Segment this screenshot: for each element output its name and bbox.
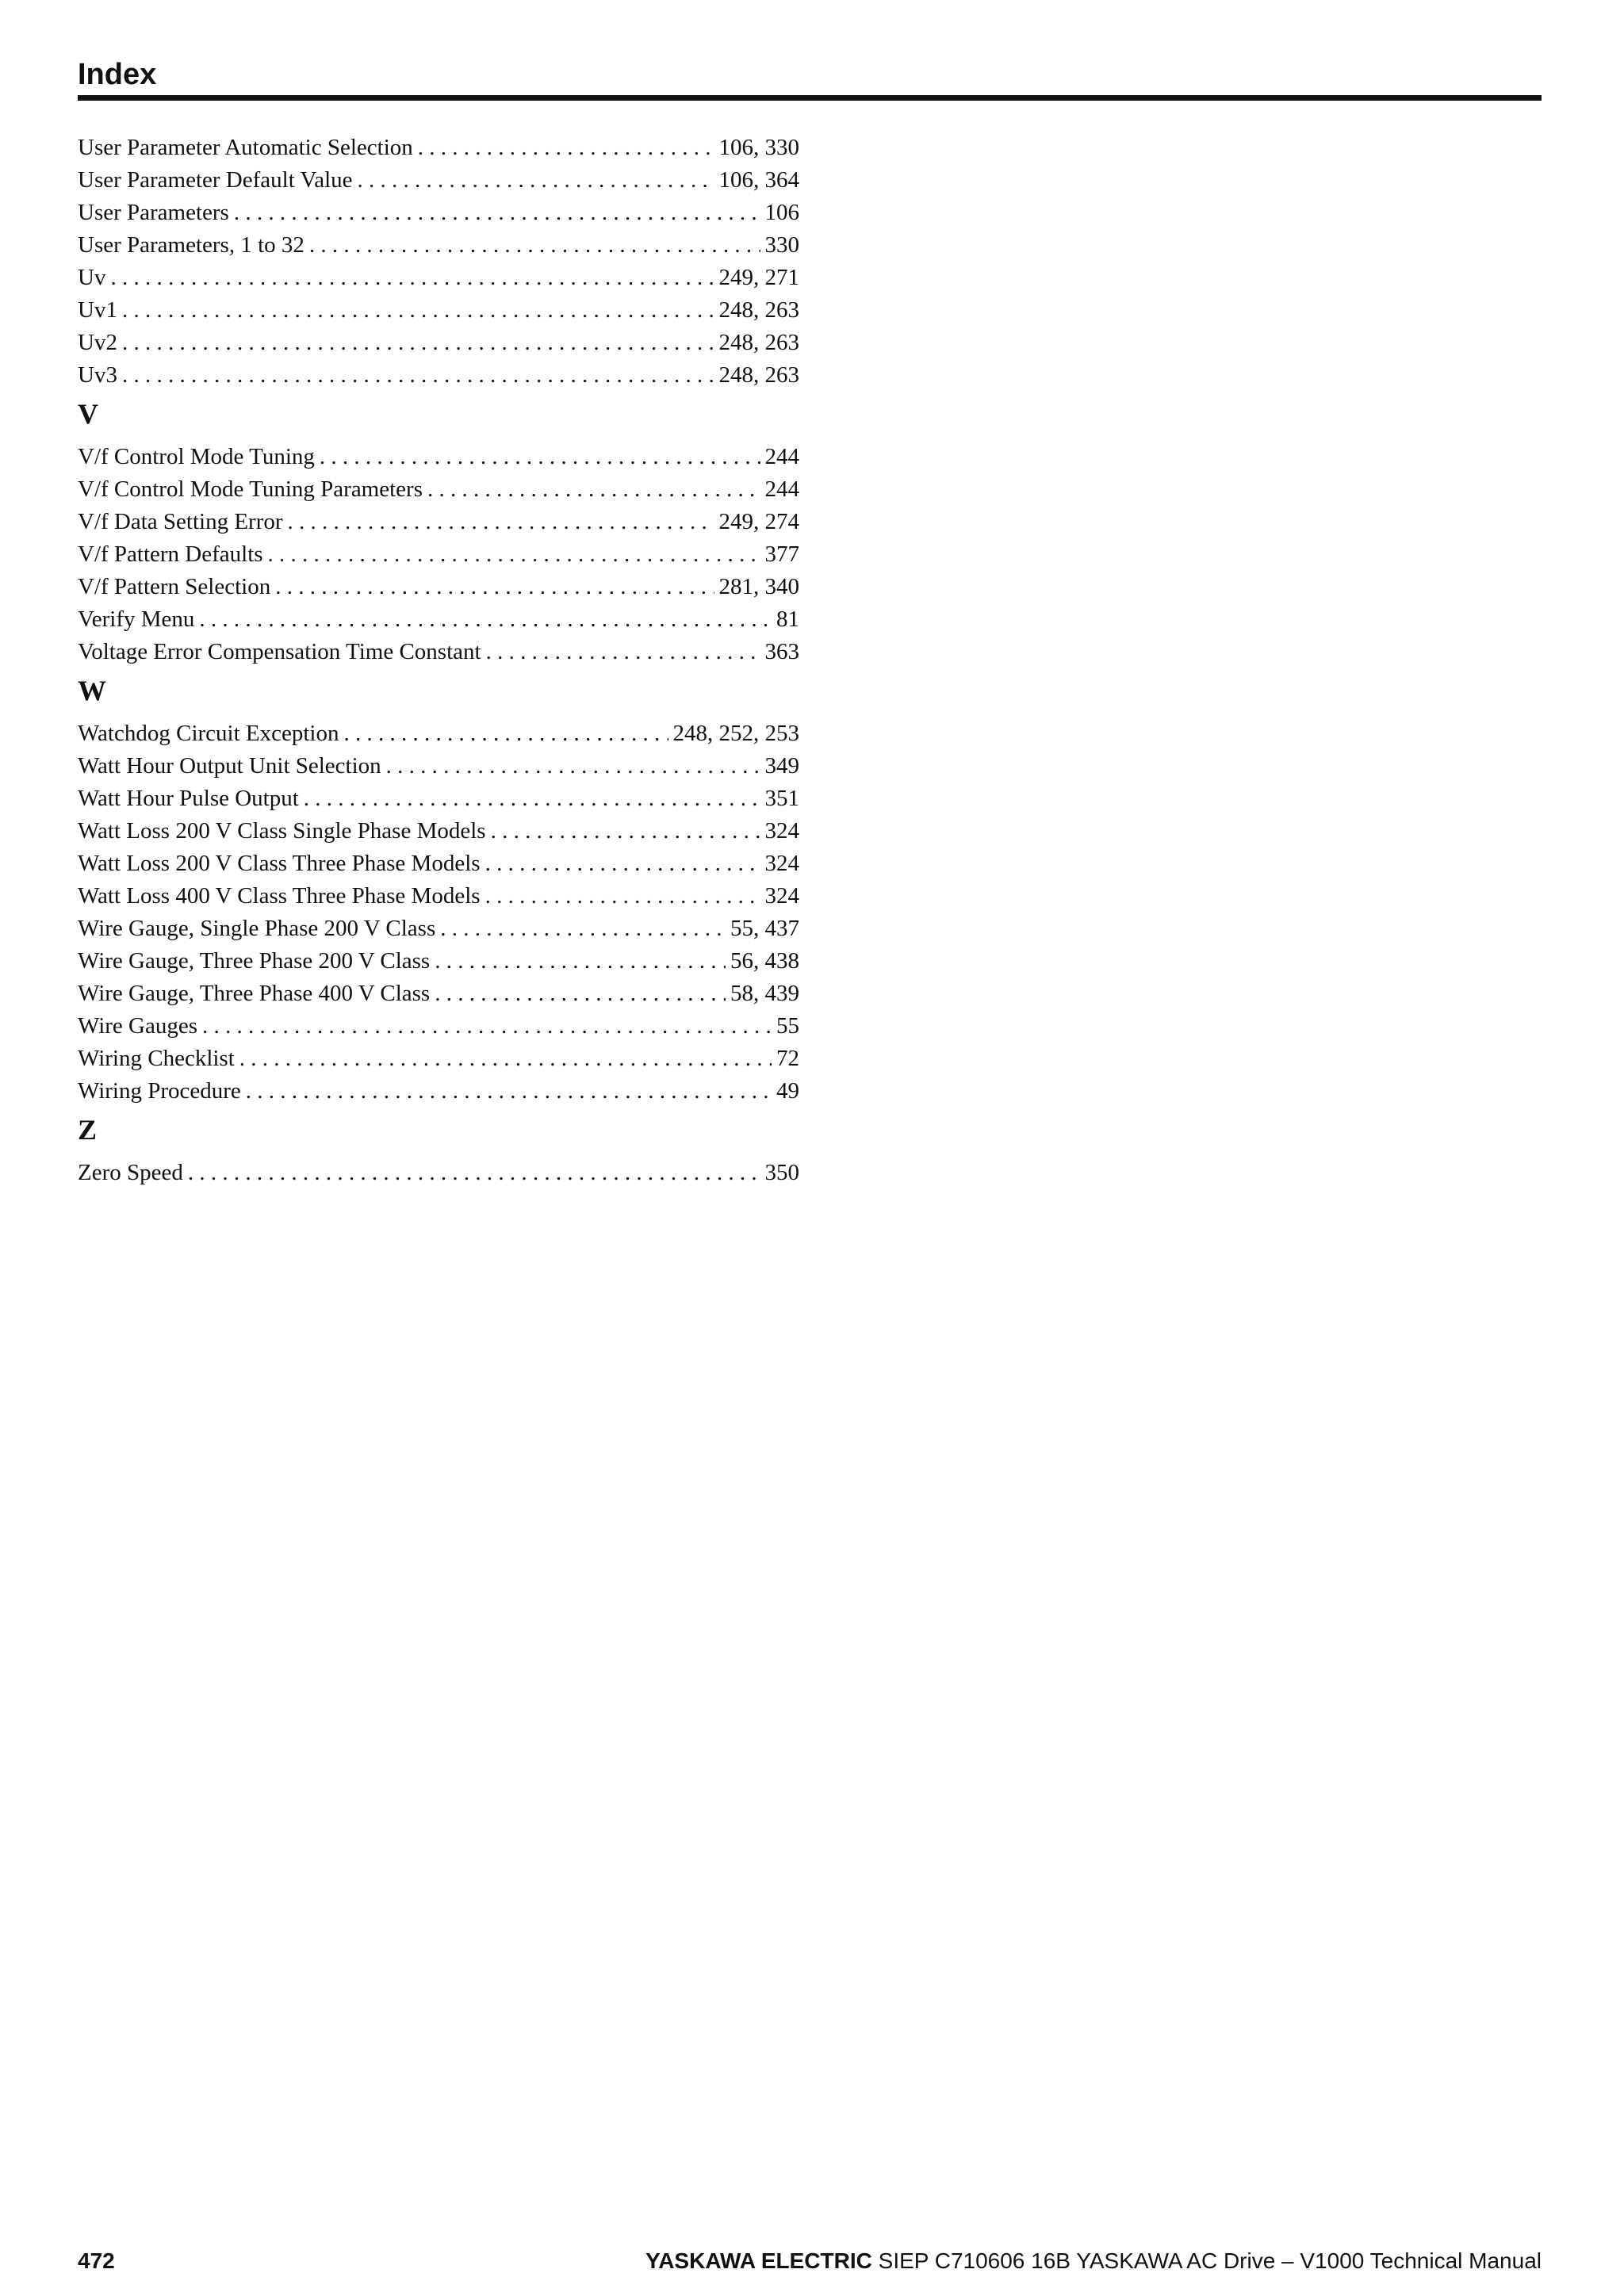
entry-term: Uv bbox=[78, 265, 106, 290]
dot-leader bbox=[304, 783, 760, 815]
entry-term: Uv3 bbox=[78, 362, 117, 388]
entry-term: V/f Control Mode Tuning bbox=[78, 444, 315, 469]
entry-term: Uv2 bbox=[78, 330, 117, 355]
index-entry bbox=[78, 132, 799, 164]
section-letter: W bbox=[78, 675, 106, 706]
index-entry bbox=[78, 603, 799, 636]
entry-pages: 249, 274 bbox=[718, 509, 799, 534]
index-entry bbox=[78, 538, 799, 571]
entry-pages: 106, 364 bbox=[718, 167, 799, 193]
entry-pages: 72 bbox=[776, 1046, 799, 1071]
entry-pages: 244 bbox=[764, 476, 799, 502]
entry-pages: 377 bbox=[764, 541, 799, 567]
dot-leader bbox=[188, 1157, 760, 1189]
section-letter: Z bbox=[78, 1114, 98, 1146]
index-entry bbox=[78, 327, 799, 359]
entry-term: Wiring Procedure bbox=[78, 1078, 241, 1104]
index-entry bbox=[78, 1075, 799, 1108]
entry-pages: 324 bbox=[764, 851, 799, 876]
dot-leader bbox=[418, 132, 714, 164]
entry-term: User Parameter Automatic Selection bbox=[78, 135, 413, 160]
entry-term: Watt Hour Pulse Output bbox=[78, 786, 299, 811]
entry-pages: 106 bbox=[764, 200, 799, 225]
entry-term: Watt Loss 200 V Class Single Phase Models bbox=[78, 818, 486, 844]
dot-leader bbox=[309, 229, 760, 262]
section-letter: V bbox=[78, 398, 98, 430]
index-entry bbox=[78, 718, 799, 750]
dot-leader bbox=[435, 978, 726, 1010]
index-entry bbox=[78, 359, 799, 392]
index-entry bbox=[78, 945, 799, 978]
index-entry bbox=[78, 164, 799, 197]
dot-leader bbox=[234, 197, 760, 229]
dot-leader bbox=[122, 294, 714, 327]
dot-leader bbox=[486, 636, 760, 668]
dot-leader bbox=[491, 815, 760, 848]
entry-pages: 55 bbox=[776, 1013, 799, 1039]
entry-pages: 324 bbox=[764, 818, 799, 844]
dot-leader bbox=[485, 880, 760, 913]
index-entry bbox=[78, 636, 799, 668]
dot-leader bbox=[485, 848, 760, 880]
entry-pages: 248, 263 bbox=[718, 362, 799, 388]
entry-pages: 49 bbox=[776, 1078, 799, 1104]
entry-pages: 244 bbox=[764, 444, 799, 469]
index-entry bbox=[78, 229, 799, 262]
dot-leader bbox=[246, 1075, 772, 1108]
index-entry bbox=[78, 506, 799, 538]
entry-term: Watchdog Circuit Exception bbox=[78, 721, 339, 746]
entry-term: User Parameters bbox=[78, 200, 229, 225]
entry-term: Watt Hour Output Unit Selection bbox=[78, 753, 381, 779]
entry-term: Wiring Checklist bbox=[78, 1046, 235, 1071]
entry-term: Wire Gauges bbox=[78, 1013, 198, 1039]
index-entry bbox=[78, 783, 799, 815]
dot-leader bbox=[202, 1010, 772, 1043]
entry-pages: 350 bbox=[764, 1160, 799, 1185]
entry-term: Voltage Error Compensation Time Constant bbox=[78, 639, 481, 664]
entry-pages: 55, 437 bbox=[730, 916, 799, 941]
entry-pages: 248, 252, 253 bbox=[672, 721, 799, 746]
dot-leader bbox=[288, 506, 714, 538]
dot-leader bbox=[358, 164, 714, 197]
index-entry bbox=[78, 441, 799, 473]
entry-term: Verify Menu bbox=[78, 607, 195, 632]
entry-pages: 248, 263 bbox=[718, 330, 799, 355]
entry-pages: 324 bbox=[764, 883, 799, 909]
index-entry bbox=[78, 473, 799, 506]
dot-leader bbox=[435, 945, 726, 978]
entry-pages: 248, 263 bbox=[718, 297, 799, 323]
index-entry bbox=[78, 848, 799, 880]
index-entry bbox=[78, 1157, 799, 1189]
entry-term: Watt Loss 400 V Class Three Phase Models bbox=[78, 883, 481, 909]
entry-term: V/f Pattern Defaults bbox=[78, 541, 263, 567]
dot-leader bbox=[386, 750, 760, 783]
entry-pages: 363 bbox=[764, 639, 799, 664]
entry-pages: 81 bbox=[776, 607, 799, 632]
dot-leader bbox=[343, 718, 668, 750]
entry-term: V/f Control Mode Tuning Parameters bbox=[78, 476, 423, 502]
index-entry bbox=[78, 913, 799, 945]
index-column bbox=[78, 132, 799, 1194]
footer-doc-title: SIEP C710606 16B YASKAWA AC Drive – V1000 Technical Manual bbox=[878, 2248, 1542, 2273]
entry-term: Wire Gauge, Three Phase 200 V Class bbox=[78, 948, 431, 974]
dot-leader bbox=[199, 603, 772, 636]
dot-leader bbox=[427, 473, 760, 506]
index-entry bbox=[78, 815, 799, 848]
entry-term: Zero Speed bbox=[78, 1160, 183, 1185]
entry-term: User Parameter Default Value bbox=[78, 167, 353, 193]
index-entry bbox=[78, 294, 799, 327]
footer-doc-info bbox=[645, 2248, 1542, 2274]
dot-leader bbox=[275, 571, 714, 603]
index-entry bbox=[78, 1043, 799, 1075]
index-entry bbox=[78, 880, 799, 913]
page-title: Index bbox=[78, 58, 157, 91]
dot-leader bbox=[268, 538, 760, 571]
index-entry bbox=[78, 262, 799, 294]
index-entry bbox=[78, 1010, 799, 1043]
page-number: 472 bbox=[78, 2248, 115, 2273]
dot-leader bbox=[122, 359, 714, 392]
entry-pages: 281, 340 bbox=[718, 574, 799, 599]
index-entry bbox=[78, 978, 799, 1010]
entry-pages: 56, 438 bbox=[730, 948, 799, 974]
index-section bbox=[78, 675, 799, 1108]
dot-leader bbox=[122, 327, 714, 359]
entry-term: V/f Data Setting Error bbox=[78, 509, 283, 534]
entry-term: Watt Loss 200 V Class Three Phase Models bbox=[78, 851, 481, 876]
dot-leader bbox=[239, 1043, 772, 1075]
header-divider bbox=[78, 95, 1542, 101]
entry-term: Wire Gauge, Single Phase 200 V Class bbox=[78, 916, 436, 941]
entry-pages: 351 bbox=[764, 786, 799, 811]
dot-leader bbox=[110, 262, 714, 294]
entry-pages: 349 bbox=[764, 753, 799, 779]
entry-pages: 106, 330 bbox=[718, 135, 799, 160]
entry-pages: 330 bbox=[764, 232, 799, 258]
index-entry bbox=[78, 197, 799, 229]
entry-term: Uv1 bbox=[78, 297, 117, 323]
entry-term: V/f Pattern Selection bbox=[78, 574, 271, 599]
entry-term: User Parameters, 1 to 32 bbox=[78, 232, 304, 258]
entry-pages: 58, 439 bbox=[730, 981, 799, 1006]
entry-pages: 249, 271 bbox=[718, 265, 799, 290]
index-section bbox=[78, 1114, 799, 1189]
index-entry bbox=[78, 571, 799, 603]
dot-leader bbox=[440, 913, 726, 945]
index-entry bbox=[78, 750, 799, 783]
dot-leader bbox=[320, 441, 760, 473]
index-section bbox=[78, 132, 799, 392]
entry-term: Wire Gauge, Three Phase 400 V Class bbox=[78, 981, 431, 1006]
index-section bbox=[78, 398, 799, 668]
footer-brand: YASKAWA ELECTRIC bbox=[645, 2248, 872, 2273]
page-footer bbox=[78, 2248, 1542, 2274]
